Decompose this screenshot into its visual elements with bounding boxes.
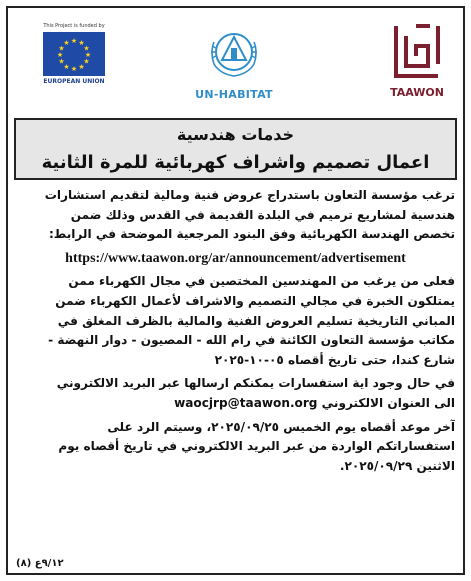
svg-text:★: ★ [63,39,70,47]
text-line: آخر موعد أقصاه يوم الخميس ٢٠٢٥/٠٩/٢٥، وسيتم الرد على [107,419,455,434]
reference-number: ٩/١٢ع (٨) [16,558,64,569]
un-habitat-text: UN-HABITAT [195,88,273,101]
svg-text:★: ★ [58,57,65,66]
svg-text:★: ★ [70,37,78,45]
taawon-mark-icon [390,20,444,82]
text-line: الاثنين ٢٠٢٥/٠٩/٢٩. [339,458,455,473]
text-line: فعلى من يرغب من المهندسين المختصين في مجال الكهرباء ممن [68,274,455,289]
svg-text:★: ★ [78,63,85,71]
paragraph-submission [16,272,455,370]
text-line: في حال وجود اية استفسارات يمكنكم ارسالها عبر البريد الالكتروني [56,376,455,391]
eu-caption-top: This Project is funded by [43,23,105,29]
text-line: هندسية لمشاريع ترميم في البلدة القديمة في القدس وذلك ضمن [70,207,455,222]
title-line2: اعمال تصميم واشراف كهربائية للمرة الثانية [41,152,430,173]
title-line1: خدمات هندسية [176,125,295,144]
paragraph-deadline [16,418,455,477]
svg-text:★: ★ [70,65,78,73]
paragraph-inquiries [16,374,455,413]
svg-text:★: ★ [56,51,64,59]
svg-text:★: ★ [63,63,70,71]
text-line: تخصص الهندسة الكهربائية وفق البنود المرجعية الموضحة في الرابط: [48,227,455,242]
text-line: يمتلكون الخبرة في مجالي التصميم والاشراف لأعمال الكهرباء ضمن [55,293,455,308]
announcement-link[interactable]: https://www.taawon.org/ar/announcement/advertisement [65,250,406,266]
paragraph-intro [16,186,455,245]
taawon-text: TAAWON [390,86,444,99]
eu-flag-icon [43,32,105,76]
advertisement-frame [6,6,465,575]
svg-text:★: ★ [84,51,92,59]
svg-text:★: ★ [83,44,90,53]
svg-text:★: ★ [78,39,85,47]
un-habitat-logo [184,22,284,114]
text-line: مكاتب مؤسسة التعاون الكائنة في رام الله - المصيون - دوار النهضة - [48,333,455,348]
logos-row [8,8,463,116]
text-line: استفساراتكم الواردة من عبر البريد الالكتروني في تاريخ أقصاه يوم [58,439,455,454]
un-habitat-emblem-icon [202,22,266,82]
svg-text:★: ★ [83,57,90,66]
title-box [14,118,457,180]
taawon-logo [381,20,453,110]
eu-caption-bottom: EUROPEAN UNION [43,78,105,85]
text-line: شارع كندا، حتى تاريخ أقصاه ٠٥-١٠-٢٠٢٥ [214,352,455,367]
text-line: الى العنوان الالكتروني waocjrp@taawon.org [174,395,455,410]
announcement-body [16,186,455,476]
text-line: ترغب مؤسسة التعاون باستدراج عروض فنية ومالية لتقديم استشارات [44,188,455,202]
text-line: المباني التاريخية تسليم العروض الفنية والمالية بالظرف المغلق في [57,313,455,328]
svg-text:★: ★ [58,44,65,53]
eu-logo [18,22,130,106]
